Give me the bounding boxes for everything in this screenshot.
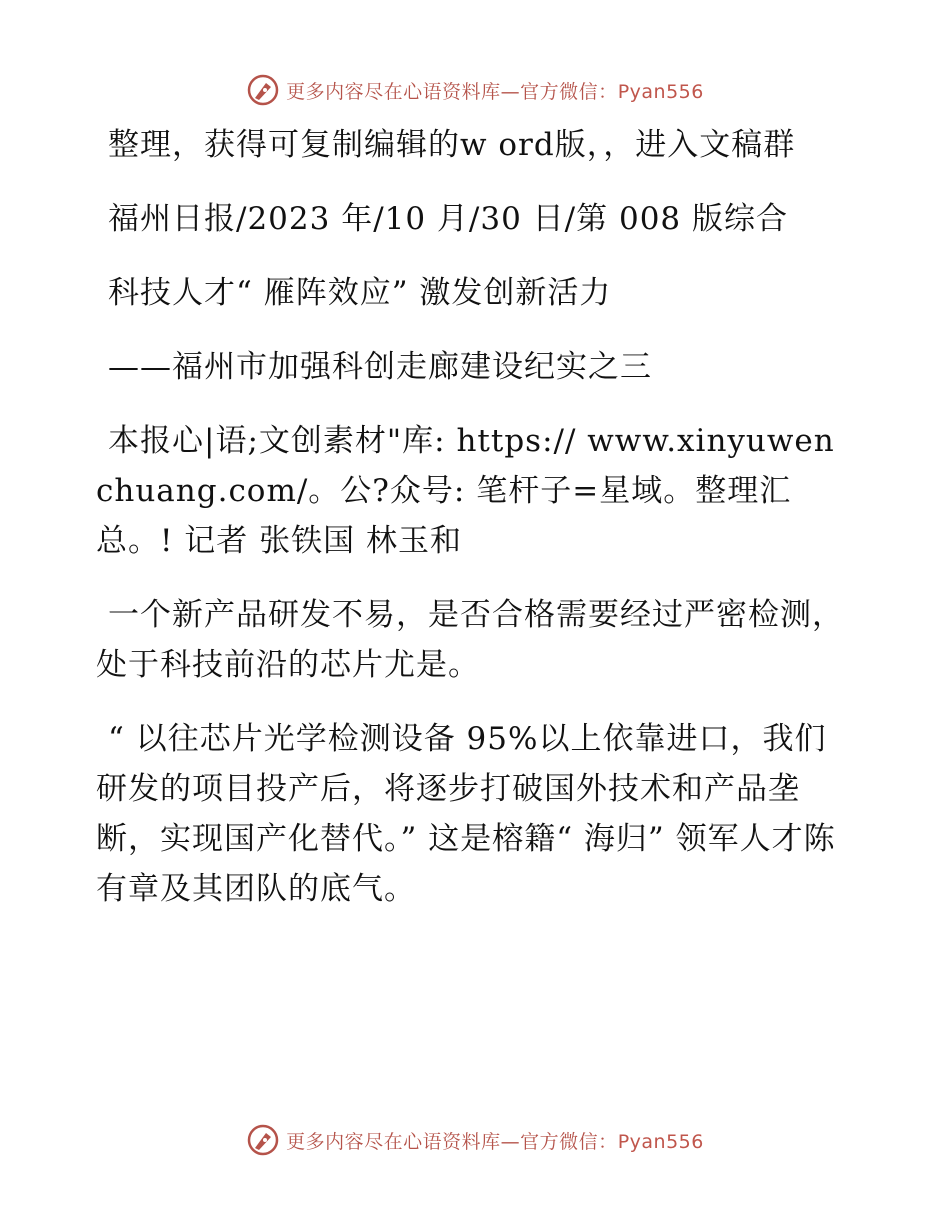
document-body <box>96 120 848 938</box>
source-line: 福州日报/2023 年/10 月/30 日/第 008 版综合 <box>108 201 789 237</box>
banner-main-text: 更多内容尽在心语资料库 <box>286 1130 501 1153</box>
intro-paragraph: 整理，获得可复制编辑的w ord版，，进入文稿群 <box>108 127 796 163</box>
article-title: 科技人才“ 雁阵效应” 激发创新活力 <box>108 275 612 311</box>
body-paragraph-1: 一个新产品研发不易，是否合格需要经过严密检测，处于科技前沿的芯片尤是。 <box>96 597 844 683</box>
header-banner <box>0 70 950 110</box>
banner-label: 官方微信： <box>520 1130 618 1153</box>
banner-dash: — <box>500 80 521 103</box>
footer-banner <box>0 1120 950 1160</box>
article-subtitle: ——福州市加强科创走廊建设纪实之三 <box>108 349 652 385</box>
pen-nib-circle-icon <box>246 73 280 107</box>
banner-text <box>286 77 704 104</box>
banner-wechat-id: Pyan556 <box>617 1130 704 1153</box>
banner-text <box>286 1127 704 1154</box>
banner-main-text: 更多内容尽在心语资料库 <box>286 80 501 103</box>
byline-paragraph: 本报心|语;文创素材"库: https:// www.xinyuwenchuang.com/。公?众号: 笔杆子=星域。整理汇总。! 记者 张铁国 林玉和 <box>96 423 835 559</box>
pen-nib-circle-icon <box>246 1123 280 1157</box>
banner-label: 官方微信： <box>520 80 618 103</box>
banner-wechat-id: Pyan556 <box>617 80 704 103</box>
body-paragraph-2: “ 以往芯片光学检测设备 95%以上依靠进口，我们研发的项目投产后，将逐步打破国外技术和产品垄断，实现国产化替代。” 这是榕籍“ 海归” 领军人才陈有章及其团队的底气。 <box>96 721 836 907</box>
banner-dash: — <box>500 1130 521 1153</box>
